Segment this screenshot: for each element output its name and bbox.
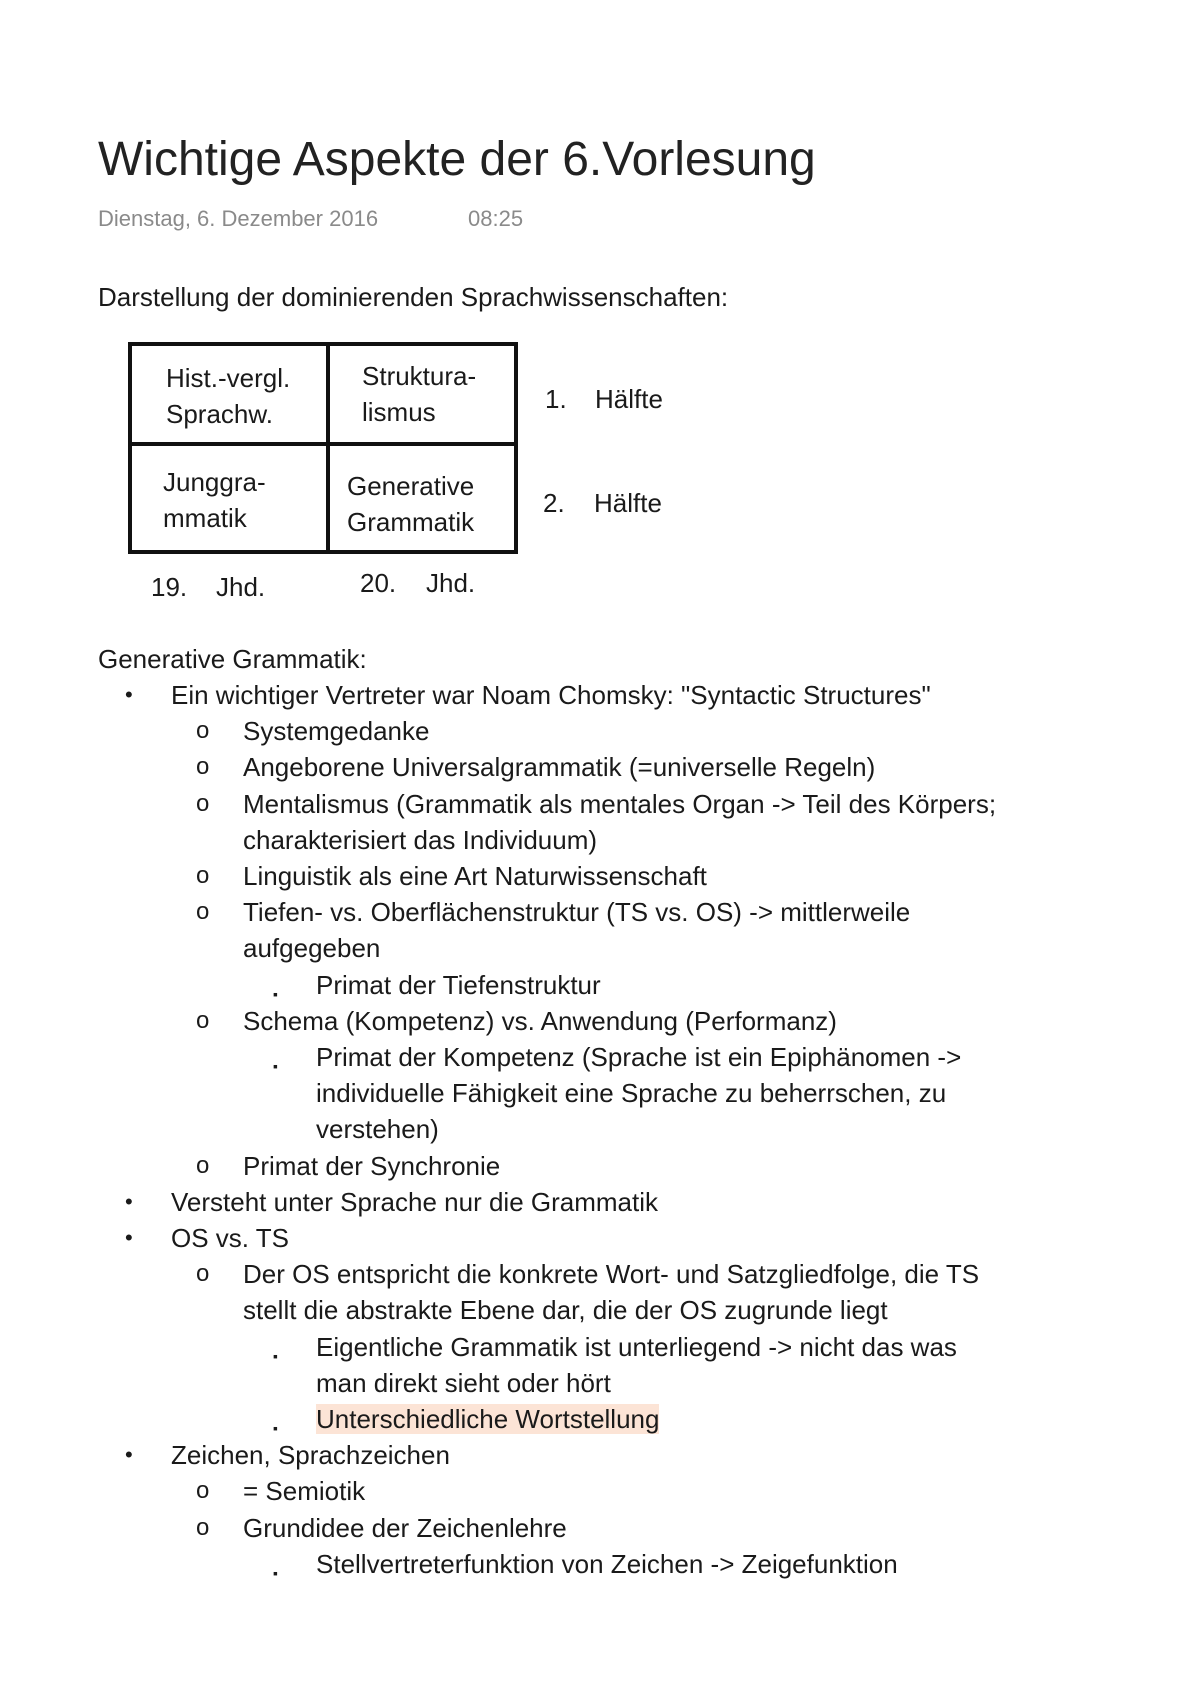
bullet-circle-icon: o <box>196 1477 210 1505</box>
outline-item-text: Der OS entspricht die konkrete Wort- und Satzgliedfolge, die TS <box>243 1259 980 1290</box>
outline-item-text: Zeichen, Sprachzeichen <box>171 1440 450 1471</box>
grid-divider-horizontal <box>128 442 518 446</box>
bullet-square-icon: ▪ <box>273 985 278 1002</box>
grid-cell-line: Struktura- <box>362 361 477 391</box>
bullet-circle-icon: o <box>196 862 210 889</box>
row1-number: 1. <box>545 384 567 414</box>
column2-century: 20. <box>360 568 397 598</box>
bullet-circle-icon: o <box>196 1513 210 1541</box>
outline-item-text: Schema (Kompetenz) vs. Anwendung (Performanz) <box>243 1005 837 1036</box>
outline-item-text: Primat der Kompetenz (Sprache ist ein Epiphänomen -> <box>316 1042 962 1072</box>
outline-item-text: Mentalismus (Grammatik als mentales Organ -> Teil des Körpers; <box>243 788 997 819</box>
grid-cell-line: Junggra- <box>163 467 266 497</box>
bullet-dot-icon: • <box>125 682 133 707</box>
highlighted-text: Unterschiedliche Wortstellung <box>316 1404 660 1434</box>
outline-item-text: Ein wichtiger Vertreter war Noam Chomsky: "Syntactic Structures" <box>171 680 931 710</box>
grid-cell-line: Generative <box>347 471 475 501</box>
outline-item-text: aufgegeben <box>243 933 381 964</box>
column1-century: 19. <box>151 572 188 602</box>
grid-cell-strukturalismus <box>362 358 476 430</box>
outline-item-text: charakterisiert das Individuum) <box>243 824 598 855</box>
outline-item-text: individuelle Fähigkeit eine Sprache zu beherrschen, zu <box>316 1078 947 1109</box>
note-time: 08:25 <box>468 206 524 231</box>
bullet-circle-icon: o <box>196 753 210 781</box>
outline-item-text: Angeborene Universalgrammatik (=universelle Regeln) <box>243 752 876 783</box>
grid-cell-line: mmatik <box>163 503 247 533</box>
bullet-square-icon: ▪ <box>273 1564 278 1581</box>
outline-item-text: Stellvertreterfunktion von Zeichen -> Zeigefunktion <box>316 1548 898 1579</box>
outline-item-text: stellt die abstrakte Ebene dar, die der OS zugrunde liegt <box>243 1295 888 1326</box>
outline-item-text <box>316 1402 659 1436</box>
row2-number: 2. <box>543 488 565 518</box>
bullet-square-icon: ▪ <box>273 1058 278 1074</box>
bullet-circle-icon: o <box>196 717 210 745</box>
outline-item-text: Tiefen- vs. Oberflächenstruktur (TS vs. OS) -> mittlerweile <box>243 897 911 928</box>
section-heading: Generative Grammatik: <box>98 644 367 674</box>
bullet-circle-icon: o <box>196 898 210 926</box>
outline-item-text: man direkt sieht oder hört <box>316 1367 611 1398</box>
note-date: Dienstag, 6. Dezember 2016 <box>98 206 379 231</box>
grid-cell-hist-vergl <box>166 360 290 432</box>
grid-cell-junggrammatik <box>163 464 266 536</box>
outline-item-text: Primat der Synchronie <box>243 1150 501 1181</box>
bullet-square-icon: ▪ <box>273 1420 278 1436</box>
bullet-square-icon: ▪ <box>273 1347 278 1364</box>
grid-cell-line: Sprachw. <box>166 399 273 429</box>
bullet-dot-icon: • <box>125 1225 133 1250</box>
outline-item-text: Versteht unter Sprache nur die Grammatik <box>171 1186 659 1217</box>
outline-item-text: OS vs. TS <box>171 1223 289 1253</box>
bullet-circle-icon: o <box>196 1260 210 1288</box>
grid-divider-vertical <box>326 342 330 554</box>
outline-item-text: verstehen) <box>316 1114 439 1145</box>
outline-item-text: Linguistik als eine Art Naturwissenschaft <box>243 861 707 891</box>
page-title: Wichtige Aspekte der 6.Vorlesung <box>98 133 816 186</box>
row1-label: Hälfte <box>595 384 663 414</box>
outline-item-text: Primat der Tiefenstruktur <box>316 969 601 1000</box>
grid-cell-generative-grammatik <box>347 468 474 540</box>
bullet-circle-icon: o <box>196 789 210 817</box>
grid-cell-line: lismus <box>362 397 436 427</box>
grid-cell-line: Hist.-vergl. <box>166 363 291 393</box>
outline-item-text: = Semiotik <box>243 1476 366 1507</box>
bullet-circle-icon: o <box>196 1006 210 1034</box>
column2-unit: Jhd. <box>426 568 476 598</box>
bullet-dot-icon: • <box>125 1442 133 1468</box>
row2-label: Hälfte <box>594 488 662 518</box>
column1-unit: Jhd. <box>216 572 266 602</box>
bullet-circle-icon: o <box>196 1151 210 1179</box>
outline-item-text: Grundidee der Zeichenlehre <box>243 1512 567 1543</box>
outline-item-text: Eigentliche Grammatik ist unterliegend -> nicht das was <box>316 1331 957 1362</box>
grid-cell-line: Grammatik <box>347 507 475 537</box>
bullet-dot-icon: • <box>125 1188 133 1214</box>
intro-text: Darstellung der dominierenden Sprachwissenschaften: <box>98 282 729 312</box>
outline-item-text: Systemgedanke <box>243 716 430 747</box>
